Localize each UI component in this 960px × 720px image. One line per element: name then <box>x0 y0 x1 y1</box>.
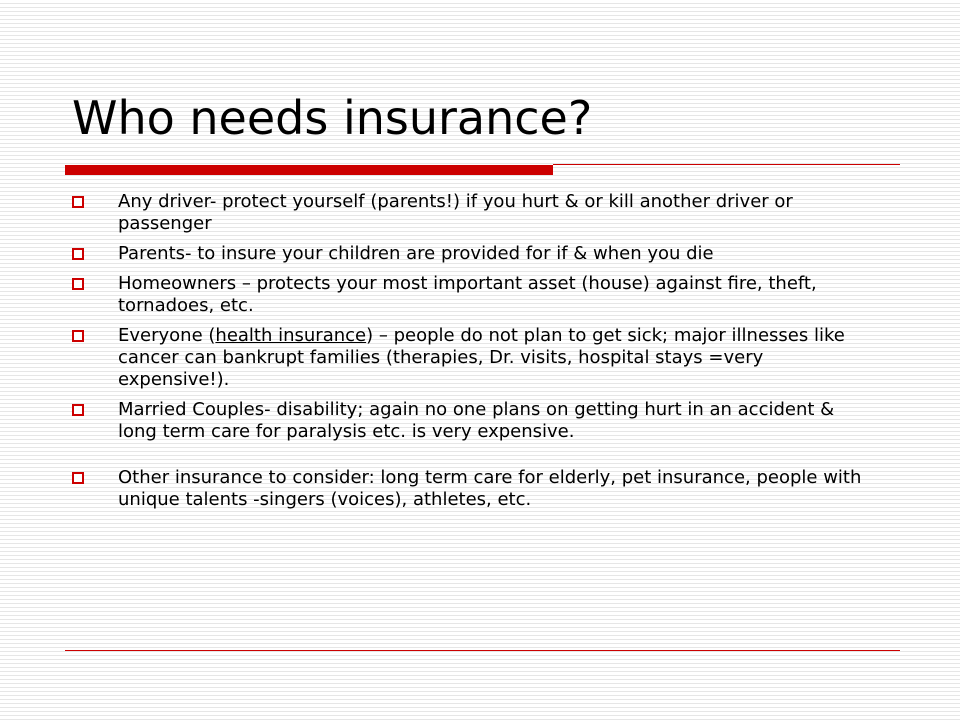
hollow-square-bullet-icon <box>72 278 84 290</box>
bullet-text-other-insurance: Other insurance to consider: long term care for elderly, pet insurance, people with unique talents -singers (voices), athletes, etc. <box>118 467 862 510</box>
bullet-item-married-couples <box>72 399 872 443</box>
hollow-square-bullet-icon <box>72 248 84 260</box>
bullet-text-drivers: Any driver- protect yourself (parents!) if you hurt & or kill another driver or passenger <box>118 191 793 234</box>
bullet-item-drivers <box>72 191 872 235</box>
bullet-text-everyone-suffix: ) – people do not plan to get sick; major illnesses like cancer can bankrupt families (therapies, Dr. visits, hospital stays =very expensive!). <box>118 325 845 390</box>
hollow-square-bullet-icon <box>72 472 84 484</box>
bullet-item-parents <box>72 243 872 265</box>
bullet-item-everyone <box>72 325 872 391</box>
title-underline-thin <box>553 164 900 165</box>
bullet-text-everyone-prefix: Everyone ( <box>118 325 216 346</box>
slide-title: Who needs insurance? <box>72 91 593 145</box>
title-underline-thick <box>65 165 553 175</box>
bullet-text-married-couples: Married Couples- disability; again no one plans on getting hurt in an accident & long term care for paralysis etc. is very expensive. <box>118 399 835 442</box>
hollow-square-bullet-icon <box>72 404 84 416</box>
footer-divider <box>65 650 900 651</box>
bullet-text-everyone <box>118 325 872 391</box>
bullet-item-homeowners <box>72 273 872 317</box>
bullet-item-other-insurance <box>72 467 872 511</box>
health-insurance-link[interactable]: health insurance <box>215 325 367 346</box>
bullet-text-homeowners: Homeowners – protects your most important asset (house) against fire, theft, tornadoes, etc. <box>118 273 817 316</box>
hollow-square-bullet-icon <box>72 196 84 208</box>
hollow-square-bullet-icon <box>72 330 84 342</box>
bullet-text-parents: Parents- to insure your children are provided for if & when you die <box>118 243 714 264</box>
bullet-list <box>72 191 872 519</box>
